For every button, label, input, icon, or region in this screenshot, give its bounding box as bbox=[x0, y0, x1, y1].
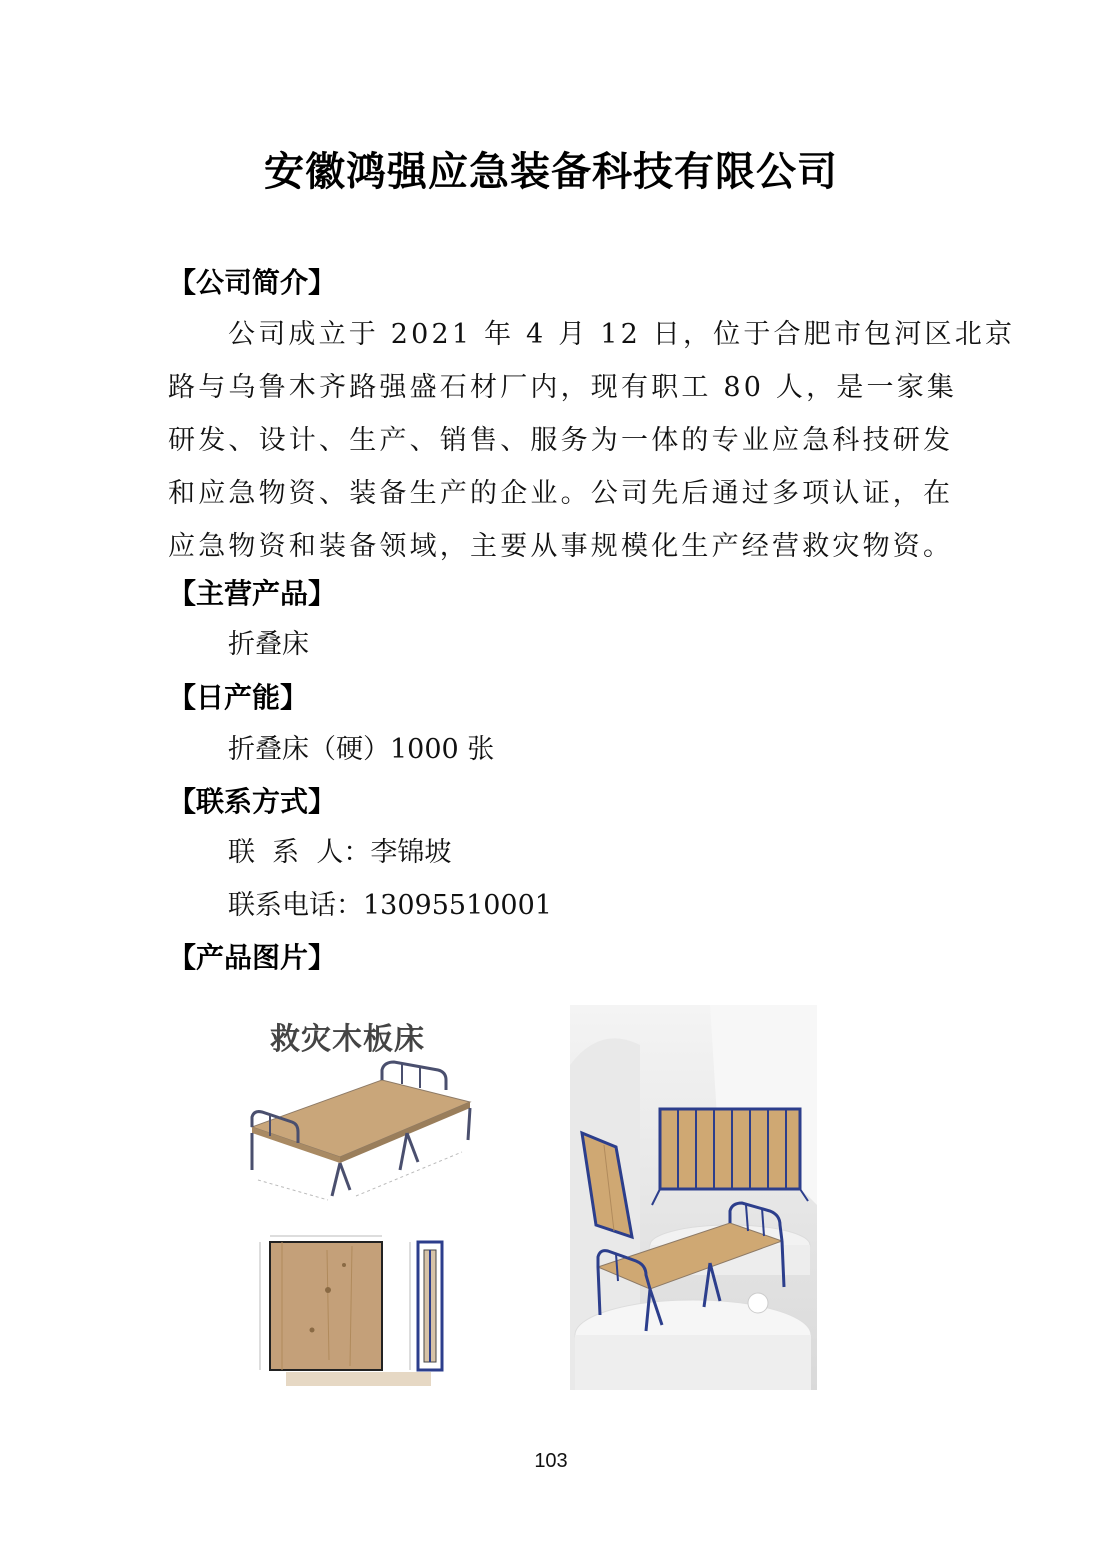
section-heading-intro: 【公司简介】 bbox=[168, 266, 337, 299]
section-heading-products: 【主营产品】 bbox=[168, 577, 337, 610]
section-heading-contact: 【联系方式】 bbox=[168, 785, 337, 818]
intro-line: 公司成立于 2021 年 4 月 12 日，位于合肥市包河区北京 bbox=[228, 319, 1016, 350]
contact-phone-label: 联系电话： bbox=[228, 890, 363, 921]
product-image-heading: 救灾木板床 bbox=[270, 1022, 425, 1057]
section-heading-pictures: 【产品图片】 bbox=[168, 941, 337, 974]
capacity-value: 折叠床（硬）1000 张 bbox=[228, 734, 495, 765]
section-heading-capacity: 【日产能】 bbox=[168, 681, 309, 714]
contact-person-row bbox=[228, 833, 451, 873]
page-title: 安徽鸿强应急装备科技有限公司 bbox=[264, 148, 838, 195]
product-image-folding-beds-display bbox=[570, 1005, 817, 1390]
page-number: 103 bbox=[534, 1450, 568, 1472]
contact-phone-number: 13095510001 bbox=[363, 890, 552, 921]
contact-person-label: 联 系 人： bbox=[228, 837, 371, 868]
folding-beds-illustration bbox=[570, 1005, 817, 1390]
intro-line: 研发、设计、生产、销售、服务为一体的专业应急科技研发 bbox=[168, 425, 954, 456]
products-value: 折叠床 bbox=[228, 629, 309, 660]
product-image-wooden-bed bbox=[232, 1000, 480, 1390]
wooden-bed-illustration bbox=[232, 1000, 480, 1390]
contact-phone-row bbox=[228, 886, 552, 926]
intro-paragraph bbox=[168, 308, 1016, 573]
intro-line: 和应急物资、装备生产的企业。公司先后通过多项认证，在 bbox=[168, 478, 954, 509]
intro-line: 路与乌鲁木齐路强盛石材厂内，现有职工 80 人，是一家集 bbox=[168, 372, 958, 403]
contact-person-name: 李锦坡 bbox=[370, 837, 452, 868]
intro-line: 应急物资和装备领域，主要从事规模化生产经营救灾物资。 bbox=[168, 531, 954, 562]
